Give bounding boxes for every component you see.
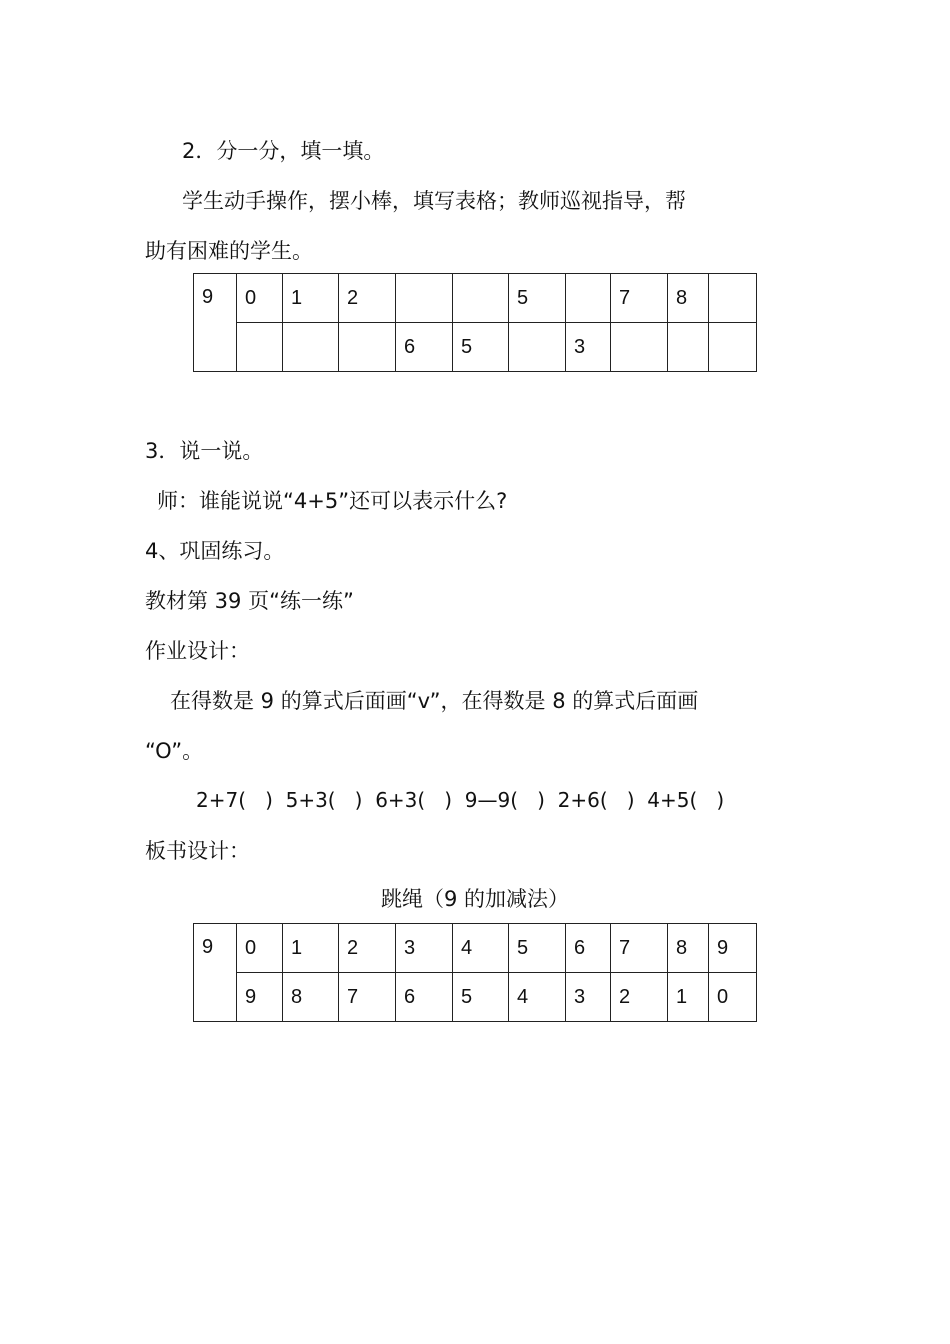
table-cell xyxy=(509,323,566,372)
section-2-heading: 2．分一分，填一填。 xyxy=(182,139,385,163)
homework-expressions: 2+7( ) 5+3( ) 6+3( ) 9—9( ) 2+6( ) 4+5( ) xyxy=(196,788,725,812)
table-cell: 6 xyxy=(566,924,611,973)
homework-instruction-line-2: “O”。 xyxy=(145,739,204,763)
homework-heading: 作业设计： xyxy=(145,639,250,663)
table-cell xyxy=(709,274,757,323)
table-cell xyxy=(709,323,757,372)
table-cell xyxy=(611,323,668,372)
table-cell: 1 xyxy=(283,924,339,973)
section-4-heading: 4、巩固练习。 xyxy=(145,539,285,563)
table-row xyxy=(194,323,757,372)
table-cell: 8 xyxy=(283,973,339,1022)
table-cell xyxy=(339,323,396,372)
table-cell xyxy=(283,323,339,372)
table-cell: 4 xyxy=(509,973,566,1022)
table-cell: 1 xyxy=(283,274,339,323)
table-cell: 6 xyxy=(396,323,453,372)
table-cell: 5 xyxy=(453,323,509,372)
table-cell xyxy=(396,274,453,323)
section-2-paragraph-line-2: 助有困难的学生。 xyxy=(145,239,313,263)
table-cell: 3 xyxy=(396,924,453,973)
table-cell xyxy=(668,323,709,372)
table-cell: 7 xyxy=(611,274,668,323)
table-head-cell: 9 xyxy=(194,924,237,1022)
homework-instruction-line-1: 在得数是 9 的算式后面画“v”，在得数是 8 的算式后面画 xyxy=(170,689,699,713)
section-3-heading: 3．说一说。 xyxy=(145,439,264,463)
table-cell: 8 xyxy=(668,924,709,973)
table-cell: 6 xyxy=(396,973,453,1022)
table-cell xyxy=(566,274,611,323)
table-cell: 0 xyxy=(709,973,757,1022)
table-cell: 2 xyxy=(339,274,396,323)
table-cell: 9 xyxy=(709,924,757,973)
table-row xyxy=(194,924,757,973)
table-cell: 5 xyxy=(453,973,509,1022)
table-cell: 8 xyxy=(668,274,709,323)
table-cell: 7 xyxy=(611,924,668,973)
table-cell: 2 xyxy=(339,924,396,973)
table-cell: 9 xyxy=(237,973,283,1022)
table-cell: 4 xyxy=(453,924,509,973)
board-design-heading: 板书设计： xyxy=(145,839,250,863)
table-cell xyxy=(453,274,509,323)
decomposition-table-blank xyxy=(193,273,757,372)
table-cell: 1 xyxy=(668,973,709,1022)
table-cell: 5 xyxy=(509,274,566,323)
table-cell: 3 xyxy=(566,973,611,1022)
table-cell: 3 xyxy=(566,323,611,372)
board-title: 跳绳（9 的加减法） xyxy=(380,887,570,911)
table-row xyxy=(194,973,757,1022)
table-head-cell: 9 xyxy=(194,274,237,372)
table-cell: 5 xyxy=(509,924,566,973)
table-cell xyxy=(237,323,283,372)
table-cell: 2 xyxy=(611,973,668,1022)
table-cell: 7 xyxy=(339,973,396,1022)
textbook-reference: 教材第 39 页“练一练” xyxy=(145,589,354,613)
table-cell: 0 xyxy=(237,924,283,973)
teacher-question: 师：谁能说说“4+5”还可以表示什么? xyxy=(157,489,508,513)
table-cell: 0 xyxy=(237,274,283,323)
table-row xyxy=(194,274,757,323)
decomposition-table-complete xyxy=(193,923,757,1022)
section-2-paragraph-line-1: 学生动手操作，摆小棒，填写表格；教师巡视指导，帮 xyxy=(182,189,686,213)
